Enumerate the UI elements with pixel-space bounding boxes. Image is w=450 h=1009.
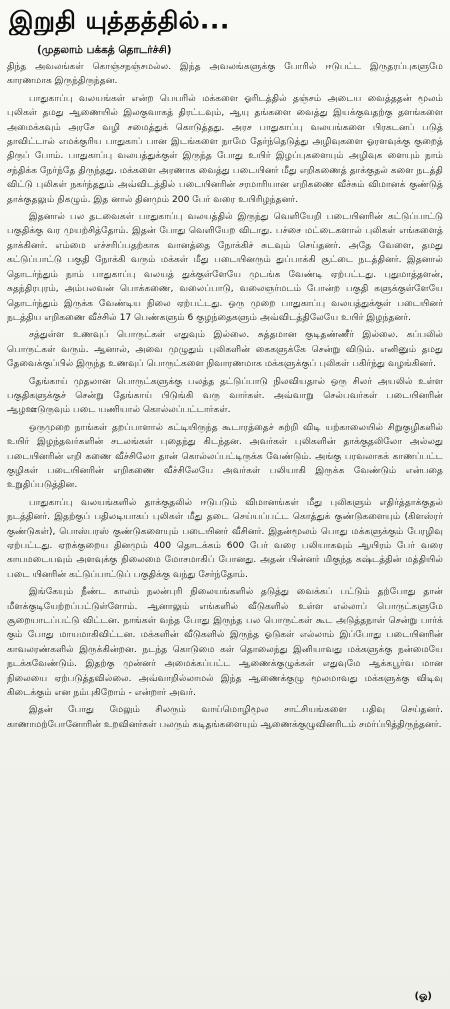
article-body [7,60,443,732]
article-paragraph: தேங்காய் முதலான பொருட்களுக்கு பலத்த தட்டுப்பாடு நிலவியதால் ஒரு சிலர் அயலில் உள்ள பகுதிகளுக்குச் சென்று தேங்காய் பிடுங்கி வரு வார்கள். அவ்வாறு செல்பவர்கள் படையினரின் ஆழஊடுருவும் படை யணியால் கொல்லப்பட்டார்கள். [7,376,443,416]
article-paragraph: இதனால் பல தடவைகள் பாதுகாப்பு வலயத்தில் இருந்து வெளியேறி படையினரின் கட்டுப்பாட்டு பகுதிக்கு வர முயற்சித்தோம். இதன் போது வெளியேற விடாது. பச்சை மட்டைகளால் புலிகள் எங்களைத் தாக்கினர். எம்மை எச்சரிப்பதற்காக வானத்தை நோக்கிச் சுடவும் செய்தனர். அதே வேளை, தமது கட்டுப்பாட்டு பகுதி நோக்கி வரும் மக்கள் மீது படையினரும் துப்பாக்கி சூட்டை நடத்தினர். இதனால் தொடர்ந்தும் நாம் பாதுகாப்பு வலயத் துக்குள்ளேயே முடங்க வேண்டி ஏற்பட்டது. புதுமாத்தளன், சுதந்திரபுரம், அம்பலவன் பொக்கணை, வலைப்பாடு, வலைஞர்மடம் போன்ற பகுதி களுக்குள்ளேயே தொடர்ந்தும் இருக்க வேண்டிய நிலை ஏற்பட்டது. ஒரு முறை பாதுகாப்பு வலயத்துக்குள் படையினர் நடத்திய எறிகணை வீச்சில் 17 பெண்களும் 6 குழந்தைகளும் அவ்விடத்திலேயே உயிர் இழந்தனர். [7,212,443,323]
article-paragraph: பாதுகாப்பு வலயங்களில் தாக்குதலில் ஈடுபடும் விமானங்கள் மீது புலிகளும் எதிர்த்தாக்குதல் நடத்தினர். இதற்குப் பதிலடியாகப் புலிகள் மீது தடை செய்யப்பட்ட கொத்துக் குண்டுகளையும் (கிளஸ்ரர் குண்டுகள்), பொஸ்பரஸ் குண்டுகளையும் படையினர் வீசினர். இதன்மூலம் பொது மக்களுக்கும் பேரழிவு ஏற்பட்டது. ஏறக்குறைய தினமும் 400 தொடக்கம் 600 பேர் வரை பலியாகவும் ஆயிரம் பேர் வரை காயமடையவும் அளவுக்கு நிலைமை மோசமாகிப் போனது. அதன் பின்னர் மிகுந்த கஷ்டத்தின் மத்தியில் படை யினரின் கட்டுப்பாட்டுப் பகுதிக்கு வந்து சேர்ந்தோம். [7,497,443,580]
article-paragraph: சத்துள்ள உணவுப் பொருட்கள் எதுவும் இல்லை. சுத்தமான குடிதண்ணீர் இல்லை. கப்பலில் பொருட்கள் வரும். ஆனால், அவை முழுதும் புலிகளின் கைகளுக்கே சென்று விடும். எனினும் தமது தேவைக்குப்பில் இருந்த உணவுப் பொருட்களை நிவாரணமாக மக்களுக்குப் புலிகள் பகிர்ந்து வழங்கினர். [7,330,443,370]
headline: இறுதி யுத்தத்தில்... [9,6,230,35]
article-paragraph: இதன் போது மேலும் சிலரும் வாய்மொழிமூல சாட்சியங்களை பதிவு செய்தனர். காணாமற்போனோரின் உறவினர்கள் பலரும் கடிதங்களையும் ஆணைக்குழுவினரிடம் சமர்ப்பித்திருந்தனர். [7,705,443,730]
end-mark: (ஓ) [414,991,432,1002]
continuation-note: (முதலாம் பக்கத் தொடர்ச்சி) [37,44,172,56]
article-paragraph: பாதுகாப்பு வலயங்கள் என்ற பெயரில் மக்களை ஓரிடத்தில் தஞ்சம் அடைய வைத்ததன் மூலம் புலிகள் தமது ஆணையில் இலகுவாகத் திரட்டவும், ஆயு தங்களை வைத்து இயக்குவதற்கு தளங்களை அமைக்கவும் அரசே வழி சமைத்துக் கொடுத்தது. அரச பாதுகாப்பு வலயங்களை பிரகடனப் படுத் தாவிட்டால் எமக்குரிய பாதுகாப் பான இடங்களை நாமே தேர்ந்தெடுத்து அழிவுகளை ஓரளவுக்கு குறைத் திருப் போம். பாதுகாப்பு வலயத்துக்குள் இருந்த போது உயிர் இழப்புகளையும் அழிவுக ளையும் நாம் சந்திக்க நேர்ந்தே திருந்தது. மக்களை அரணாக வைத்து படையினர் மீது எறிகணைத் தாக்குதல் களை நடத்தி விட்டு புலிகள் நகர்ந்ததும் அவ்விடத்தில் படையினரின் சரமாரியான எறிகணை வீச்சும் விமானக் குண்டுத் தாக்குதலும் நிகழும். இத னால் தினமும் 200 பேர் வரை உயிரிழந்தனர். [7,93,443,205]
article-paragraph: திந்த அவலங்கள் கொஞ்சநஞ்சமல்ல. இந்த அவலங்களுக்கு போரில் ஈடுபட்ட இருதரப்புகளுமே காரணமாக இருந்திருந்தன. [7,62,443,87]
article-paragraph: ஒருமுறை நாங்கள் தறப்பாளால் கட்டியிருந்த கூடாரத்தைச் சுற்றி விடி யற்காலையில் சிறுகுழிகளில் உயிர் இழந்தவர்களின் சடலங்கள் புதைந்து கிடந்தன. அவர்கள் புலிகளின் தாக்குதலிலோ அல்லது படையினரின் எறி கணை வீச்சிலோ தான் கொல்லப்பட்டிருக்க வேண்டும். அங்கு பரவலாகக் காணப்பட்ட குழிகள் படையினரின் எறிகணை வீச்சிலேயே அவர்கள் பலியாகி இருக்க வேண்டும் என்பதை உறுதிப்படுத்தின. [7,422,443,491]
article-paragraph: இங்கேயும் நீண்ட காலம் நலன்புரி நிலையங்களில் தடுத்து வைக்கப் பட்டும் தற்போது தான் மீளக்குடியேற்றப்பட்டுள்ளோம். ஆனாலும் எங்களில் வீடுகளில் உள்ள எல்லாப் பொருட்களுமே சூறையாடப்பட்டு விட்டன. நாங்கள் வந்த போது இருந்த பல பொருட்கள் கூட அடுத்தநாள் சென்று பார்க் கும் போது மாயமாகிவிட்டன. மக்களின் வீடுகளில் இருந்த ஓடுகள் எல்லாம் இப்போது படையினரின் காவலரண்களில் இருக்கின்றன. நடந்த கொடுமை கள் தொலைந்து இனியாவது மக்களுக்கு நன்மையே நடக்கவேண்டும். இதற்கு முன்னர் அமைக்கப்பட்ட ஆணைக்குழுக்கள் எதுவுமே ஆக்கபூர்வ மான நிலையை ஏற்படுத்தவில்லை. அவ்வாறில்லாமல் இந்த ஆணைக்குழு மூலமாவது மக்களுக்கு விடிவு கிடைக்கும் என நம்புகிறோம் - என்றார் அவர். [7,587,443,699]
